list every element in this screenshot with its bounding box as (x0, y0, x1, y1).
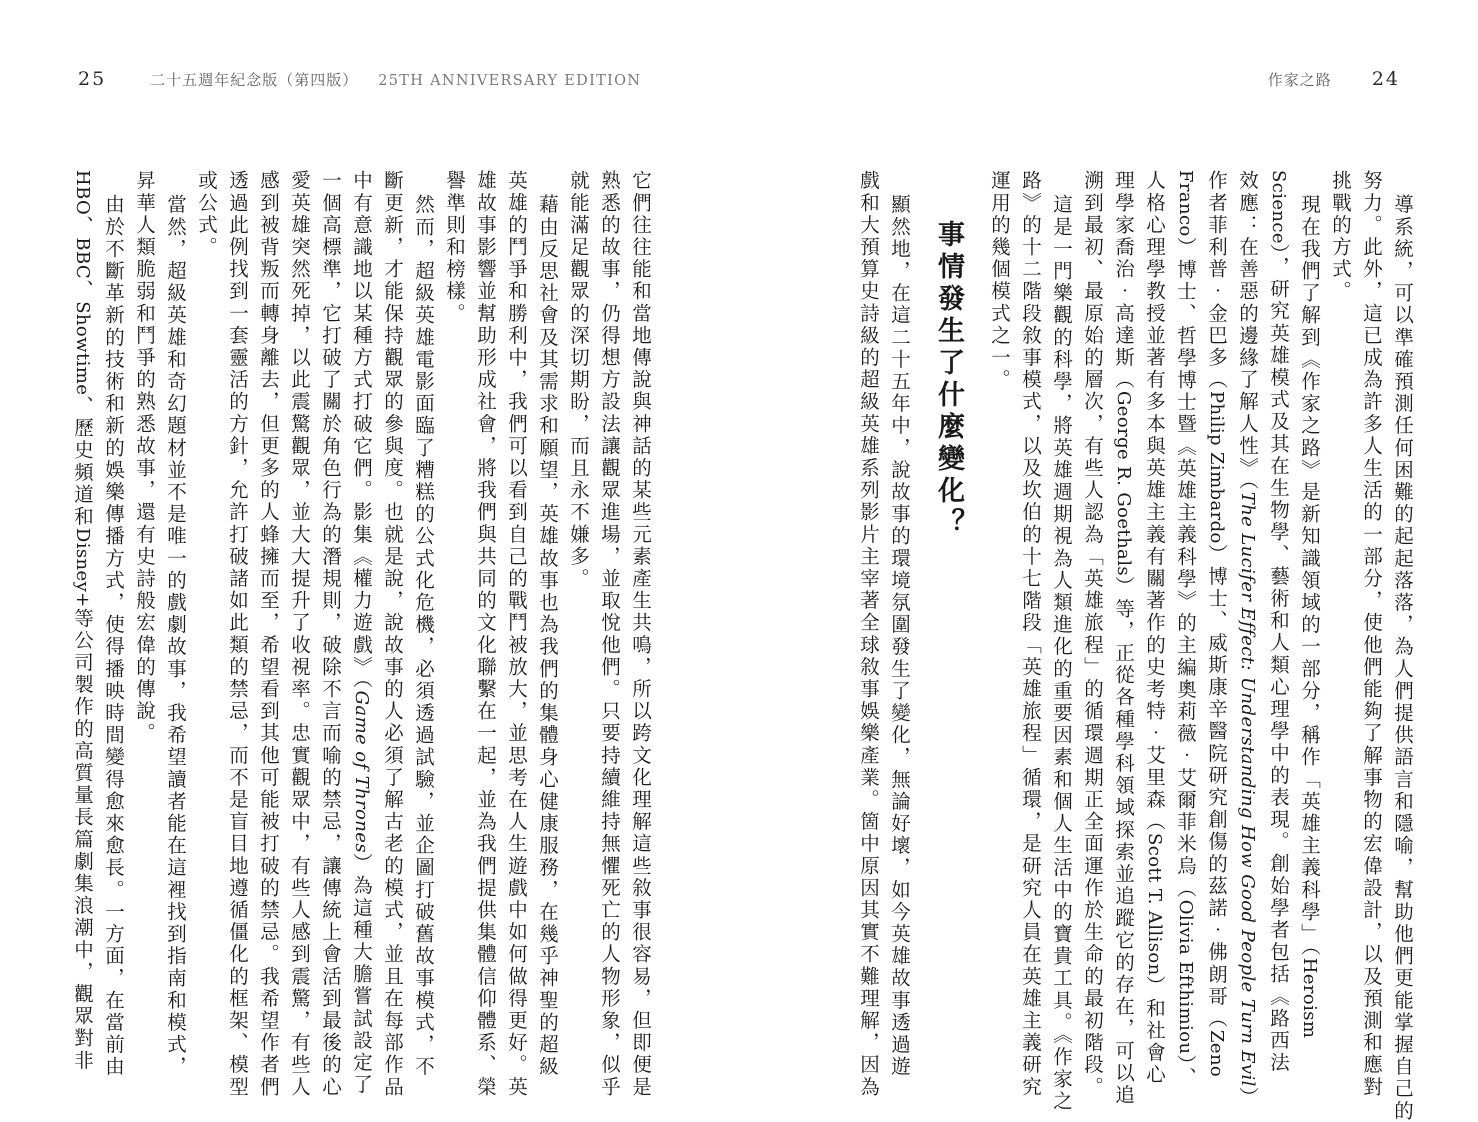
text-column: Science），研究英雄模式及其在生物學、藝術和人類心理學中的表現。創始學者包括《路西法 (1267, 170, 1290, 1075)
text-column: 或公式。 (195, 170, 218, 259)
text-column: 它們往往能和當地傳說與神話的某些元素產生共鳴，所以跨文化理解這些敘事很容易，但即便是 (629, 170, 652, 1099)
text-column: 效應：在善惡的邊緣了解人性》（The Lucifer Effect: Understanding How Good People Turn Evil） (1236, 170, 1259, 1109)
text-column: Franco）博士、哲學博士暨《英雄主義科學》的主編奧莉薇‧艾爾菲米烏（Olivia Efthimiou）、 (1174, 170, 1197, 1089)
text-column: 現在我們了解到《作家之路》是新知識領域的一部分，稱作「英雄主義科學」（Heroism (1298, 194, 1321, 1039)
page-left-body (60, 170, 652, 1099)
folio-left: 25 (78, 68, 107, 90)
text-column: 由於不斷革新的技術和新的娛樂傳播方式，使得播映時間變得愈來愈長。一方面，在當前由 (102, 194, 125, 1078)
latin-run: George R. Goethals (1113, 391, 1134, 576)
text-column: 努力。此外，這已成為許多人生活的一部分，使他們能夠了解事物的宏偉設計，以及預測和應對 (1360, 170, 1383, 1099)
latin-run: Disney+ (72, 527, 93, 608)
latin-run: BBC (72, 237, 93, 280)
text-column: 一個高標準，它打破了關於角色行為的潛規則，破除不言而喻的禁忌，讓傳統上會活到最後的心 (319, 170, 342, 1099)
latin-run: Heroism (1299, 957, 1320, 1039)
text-column: 當然，超級英雄和奇幻題材並不是唯一的戲劇故事，我希望讀者能在這裡找到指南和模式， (164, 194, 187, 1078)
section-heading: 事情發生了什麼變化？ (933, 220, 964, 540)
text-column: 戲和大預算史詩級的超級英雄系列影片主宰著全球敘事娛樂產業。箇中原因其實不難理解，因為 (857, 170, 880, 1099)
text-column: 挑戰的方式。 (1329, 170, 1352, 303)
latin-run: Zeno (1206, 1029, 1227, 1078)
text-column: 顯然地，在這二十五年中，說故事的環境氛圍發生了變化，無論好壞，如今英雄故事透過遊 (888, 194, 911, 1078)
running-head-right-page (1268, 68, 1400, 90)
text-column: 雄故事影響並幫助形成社會，將我們與共同的文化聯繫在一起，並為我們提供集體信仰體系、榮 (474, 170, 497, 1099)
latin-run: The Lucifer Effect: Understanding How Good People Turn Evil (1237, 491, 1258, 1087)
text-column: 譽準則和榜樣。 (443, 170, 466, 325)
latin-run: Philip Zimbardo (1206, 391, 1227, 544)
text-column: 就能滿足觀眾的深切期盼，而且永不嫌多。 (567, 170, 590, 590)
latin-run: Showtime (72, 301, 93, 396)
text-column: 運用的幾個模式之一。 (988, 170, 1011, 391)
latin-run: HBO (72, 170, 93, 216)
folio-right: 24 (1371, 68, 1400, 90)
latin-run: Franco (1175, 170, 1196, 237)
text-column: HBO、BBC、Showtime、歷史頻道和Disney+等公司製作的高質量長篇劇集浪潮中，觀眾對非 (71, 170, 94, 1072)
text-column: 斷更新，才能保持觀眾的參與度。也就是說，說故事的人必須了解古老的模式，並且在每部作品 (381, 170, 404, 1099)
latin-run: Game of Thrones (351, 690, 372, 853)
text-column: 溯到最初、最原始的層次，有些人認為「英雄旅程」的循環週期正全面運作於生命的最初階段。 (1081, 170, 1104, 1099)
text-column: 人格心理學教授並著有多本與英雄主義有關著作的史考特‧艾里森（Scott T. Allison）和社會心 (1143, 170, 1166, 1087)
text-column: 熟悉的故事，仍得想方設法讓觀眾進場，並取悅他們。只要持續維持無懼死亡的人物形象，似乎 (598, 170, 621, 1099)
running-head-left-page (78, 68, 641, 90)
latin-run: Science (1268, 170, 1289, 244)
latin-run: Olivia Efthimiou (1175, 899, 1196, 1055)
text-column: 英雄的鬥爭和勝利中，我們可以看到自己的戰鬥被放大，並思考在人生遊戲中如何做得更好。英 (505, 170, 528, 1099)
text-column: 感到被背叛而轉身離去，但更多的人蜂擁而至，希望看到其他可能被打破的禁忌。我希望作者們 (257, 170, 280, 1099)
text-column: 愛英雄突然死掉，以此震驚觀眾，並大大提升了收視率。忠實觀眾中，有些人感到震驚，有些人 (288, 170, 311, 1099)
text-column: 藉由反思社會及其需求和願望，英雄故事也為我們的集體身心健康服務，在幾乎神聖的超級 (536, 194, 559, 1078)
text-column: 路》的十二階段敘事模式，以及坎伯的十七階段「英雄旅程」循環，是研究人員在英雄主義研究 (1019, 170, 1042, 1099)
running-head-right-chinese: 作家之路 (1267, 71, 1332, 89)
running-head-left-english: 25TH ANNIVERSARY EDITION (378, 73, 642, 89)
text-column: 然而，超級英雄電影面臨了糟糕的公式化危機，必須透過試驗，並企圖打破舊故事模式，不 (412, 194, 435, 1078)
latin-run: Scott T. Allison (1144, 833, 1165, 976)
running-head-left-chinese: 二十五週年紀念版（第四版） (150, 71, 359, 89)
text-column: 作者菲利普‧金巴多（Philip Zimbardo）博士、威斯康辛醫院研究創傷的茲諾‧佛朗哥（Zeno (1205, 170, 1228, 1078)
text-column: 中有意識地以某種方式打破它們。影集《權力遊戲》（Game of Thrones）為這種大膽嘗試設定了 (350, 170, 373, 1097)
text-column: 這是一門樂觀的科學，將英雄週期視為人類進化的重要因素和個人生活中的寶貴工具。《作家之 (1050, 194, 1073, 1113)
text-column: 導系統，可以準確預測任何困難的起起落落，為人們提供語言和隱喻，幫助他們更能掌握自己的 (1391, 194, 1414, 1122)
text-column: 理學家喬治‧高達斯（George R. Goethals）等，正從各種學科領域探索並追蹤它的存在，可以追 (1112, 170, 1135, 1107)
text-column: 透過此例找到一套靈活的方針，允許打破諸如此類的禁忌，而不是盲目地遵循僵化的框架、模型 (226, 170, 249, 1099)
text-column: 昇華人類脆弱和鬥爭的熟悉故事，還有史詩般宏偉的傳說。 (133, 170, 156, 745)
page-right-body (812, 170, 1414, 1122)
